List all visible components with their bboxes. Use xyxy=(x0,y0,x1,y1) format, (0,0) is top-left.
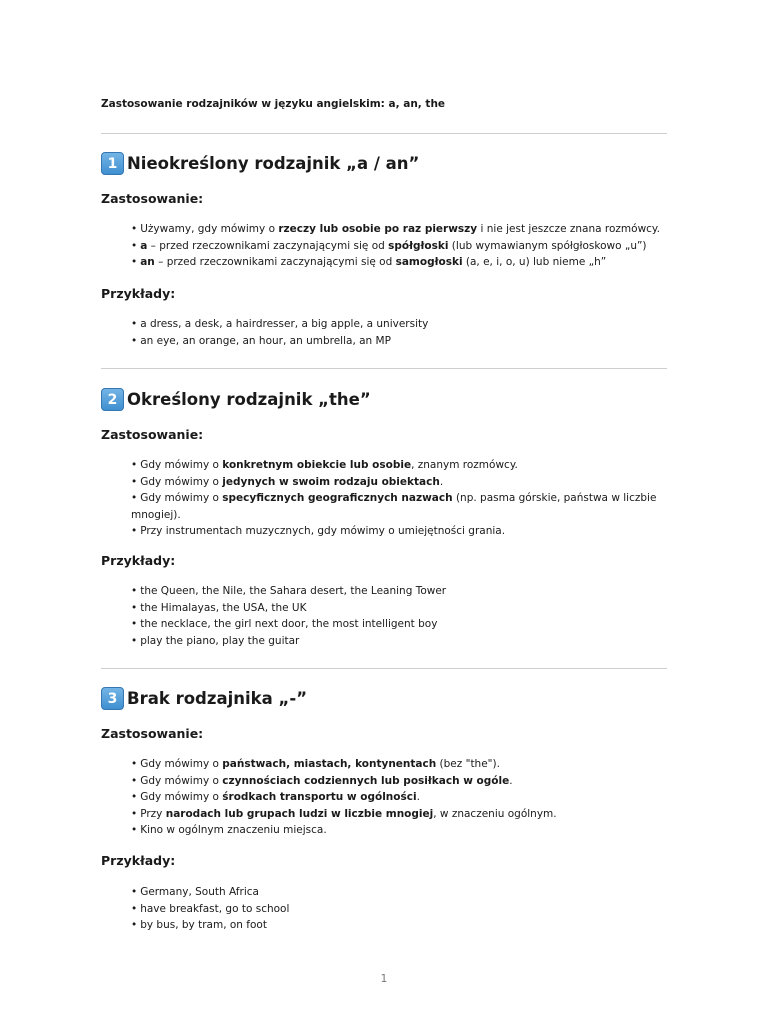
section-2-title xyxy=(101,388,371,411)
example-text: play the piano, play the guitar xyxy=(140,634,300,647)
bullet-icon: • xyxy=(131,618,138,630)
section-1-usage-heading: Zastosowanie: xyxy=(101,191,204,206)
emphasis-text: narodach lub grupach ludzi w liczbie mnogiej xyxy=(165,807,434,820)
body-text: Gdy mówimy o xyxy=(140,492,223,504)
bullet-icon: • xyxy=(131,807,138,820)
body-text: (bez "the"). xyxy=(436,758,500,770)
example-text: the necklace, the girl next door, the most intelligent boy xyxy=(140,618,438,630)
list-item xyxy=(131,254,661,271)
list-item xyxy=(131,789,661,806)
body-text: , znanym rozmówcy. xyxy=(411,459,518,471)
example-text: an eye, an orange, an hour, an umbrella, an MP xyxy=(140,334,391,347)
list-item xyxy=(131,333,661,350)
bullet-icon: • xyxy=(131,585,138,597)
list-item xyxy=(131,806,661,823)
divider xyxy=(101,133,667,134)
list-item xyxy=(131,474,661,491)
bullet-icon: • xyxy=(131,256,138,268)
bullet-icon: • xyxy=(131,886,138,898)
section-3-title xyxy=(101,687,307,710)
section-2-usage-heading: Zastosowanie: xyxy=(101,427,204,442)
section-title-text: Brak rodzajnika „-” xyxy=(127,689,308,708)
list-item xyxy=(131,901,661,918)
body-text: (lub wymawianym spółgłoskowo „u”) xyxy=(448,239,647,252)
list-item xyxy=(131,490,661,523)
body-text: Przy xyxy=(140,807,166,820)
bullet-icon: • xyxy=(131,824,138,836)
bullet-icon: • xyxy=(131,774,138,787)
emphasis-text: państwach, miastach, kontynentach xyxy=(222,758,437,770)
bullet-icon: • xyxy=(131,791,138,803)
body-text: Kino w ogólnym znaczeniu miejsca. xyxy=(140,824,327,836)
emphasis-text: środkach transportu w ogólności xyxy=(222,791,417,803)
list-item xyxy=(131,822,661,839)
bullet-icon: • xyxy=(131,239,138,252)
body-text: . xyxy=(509,774,513,787)
section-2-usage-list xyxy=(131,457,661,540)
section-2-examples-list xyxy=(131,583,661,649)
divider xyxy=(101,368,667,369)
bullet-icon: • xyxy=(131,601,138,614)
list-item xyxy=(131,756,661,773)
emphasis-text: an xyxy=(140,256,155,268)
body-text: i nie jest jeszcze znana rozmówcy. xyxy=(477,223,660,235)
list-item xyxy=(131,316,661,333)
emphasis-text: rzeczy lub osobie po raz pierwszy xyxy=(278,223,478,235)
example-text: Germany, South Africa xyxy=(140,886,259,898)
emphasis-text: spółgłoski xyxy=(388,239,449,252)
body-text: Gdy mówimy o xyxy=(140,774,223,787)
example-text: the Queen, the Nile, the Sahara desert, the Leaning Tower xyxy=(140,585,447,597)
emphasis-text: a xyxy=(140,239,148,252)
list-item xyxy=(131,773,661,790)
bullet-icon: • xyxy=(131,525,138,537)
bullet-icon: • xyxy=(131,919,138,931)
bullet-icon: • xyxy=(131,459,138,471)
bullet-icon: • xyxy=(131,758,138,770)
emphasis-text: czynnościach codziennych lub posiłkach w ogóle xyxy=(222,774,510,787)
section-title-text: Nieokreślony rodzajnik „a / an” xyxy=(127,154,420,173)
bullet-icon: • xyxy=(131,634,138,647)
list-item xyxy=(131,523,661,540)
body-text: Gdy mówimy o xyxy=(140,758,223,770)
bullet-icon: • xyxy=(131,318,138,330)
section-3-examples-list xyxy=(131,884,661,934)
emphasis-text: specyficznych geograficznych nazwach xyxy=(222,492,453,504)
section-title-text: Określony rodzajnik „the” xyxy=(127,390,371,409)
section-3-usage-list xyxy=(131,756,661,839)
body-text: , w znaczeniu ogólnym. xyxy=(433,807,557,820)
bullet-icon: • xyxy=(131,902,138,915)
list-item xyxy=(131,457,661,474)
emphasis-text: samogłoski xyxy=(395,256,463,268)
keycap-digit-1-icon: 1 xyxy=(101,152,124,175)
body-text: . xyxy=(439,475,444,488)
section-1-usage-list xyxy=(131,221,661,271)
emphasis-text: konkretnym obiekcie lub osobie xyxy=(222,459,412,471)
body-text: (a, e, i, o, u) lub nieme „h” xyxy=(462,256,607,268)
section-3-examples-heading: Przykłady: xyxy=(101,853,176,868)
body-text: (np. pasma górskie, państwa w liczbie mnogiej). xyxy=(131,492,657,521)
bullet-icon: • xyxy=(131,223,138,235)
page-number: 1 xyxy=(380,973,388,985)
example-text: have breakfast, go to school xyxy=(140,902,290,915)
body-text: Używamy, gdy mówimy o xyxy=(140,223,279,235)
section-2-examples-heading: Przykłady: xyxy=(101,553,176,568)
list-item xyxy=(131,238,661,255)
emphasis-text: jedynych w swoim rodzaju obiektach xyxy=(222,475,440,488)
example-text: the Himalayas, the USA, the UK xyxy=(140,601,307,614)
bullet-icon: • xyxy=(131,475,138,488)
example-text: a dress, a desk, a hairdresser, a big apple, a university xyxy=(140,318,429,330)
example-text: by bus, by tram, on foot xyxy=(140,919,267,931)
list-item xyxy=(131,884,661,901)
bullet-icon: • xyxy=(131,492,138,504)
body-text: Gdy mówimy o xyxy=(140,791,223,803)
list-item xyxy=(131,616,661,633)
body-text: – przed rzeczownikami zaczynającymi się od xyxy=(154,256,396,268)
list-item xyxy=(131,221,661,238)
section-1-title xyxy=(101,152,419,175)
list-item xyxy=(131,600,661,617)
body-text: Gdy mówimy o xyxy=(140,459,223,471)
bullet-icon: • xyxy=(131,334,138,347)
body-text: – przed rzeczownikami zaczynającymi się od xyxy=(147,239,389,252)
keycap-digit-3-icon: 3 xyxy=(101,687,124,710)
list-item xyxy=(131,633,661,650)
section-1-examples-list xyxy=(131,316,661,349)
body-text: . xyxy=(416,791,420,803)
body-text: Gdy mówimy o xyxy=(140,475,223,488)
document-title: Zastosowanie rodzajników w języku angielskim: a, an, the xyxy=(101,98,446,110)
divider xyxy=(101,668,667,669)
list-item xyxy=(131,917,661,934)
keycap-digit-2-icon: 2 xyxy=(101,388,124,411)
section-1-examples-heading: Przykłady: xyxy=(101,286,176,301)
list-item xyxy=(131,583,661,600)
section-3-usage-heading: Zastosowanie: xyxy=(101,726,204,741)
body-text: Przy instrumentach muzycznych, gdy mówimy o umiejętności grania. xyxy=(140,525,506,537)
